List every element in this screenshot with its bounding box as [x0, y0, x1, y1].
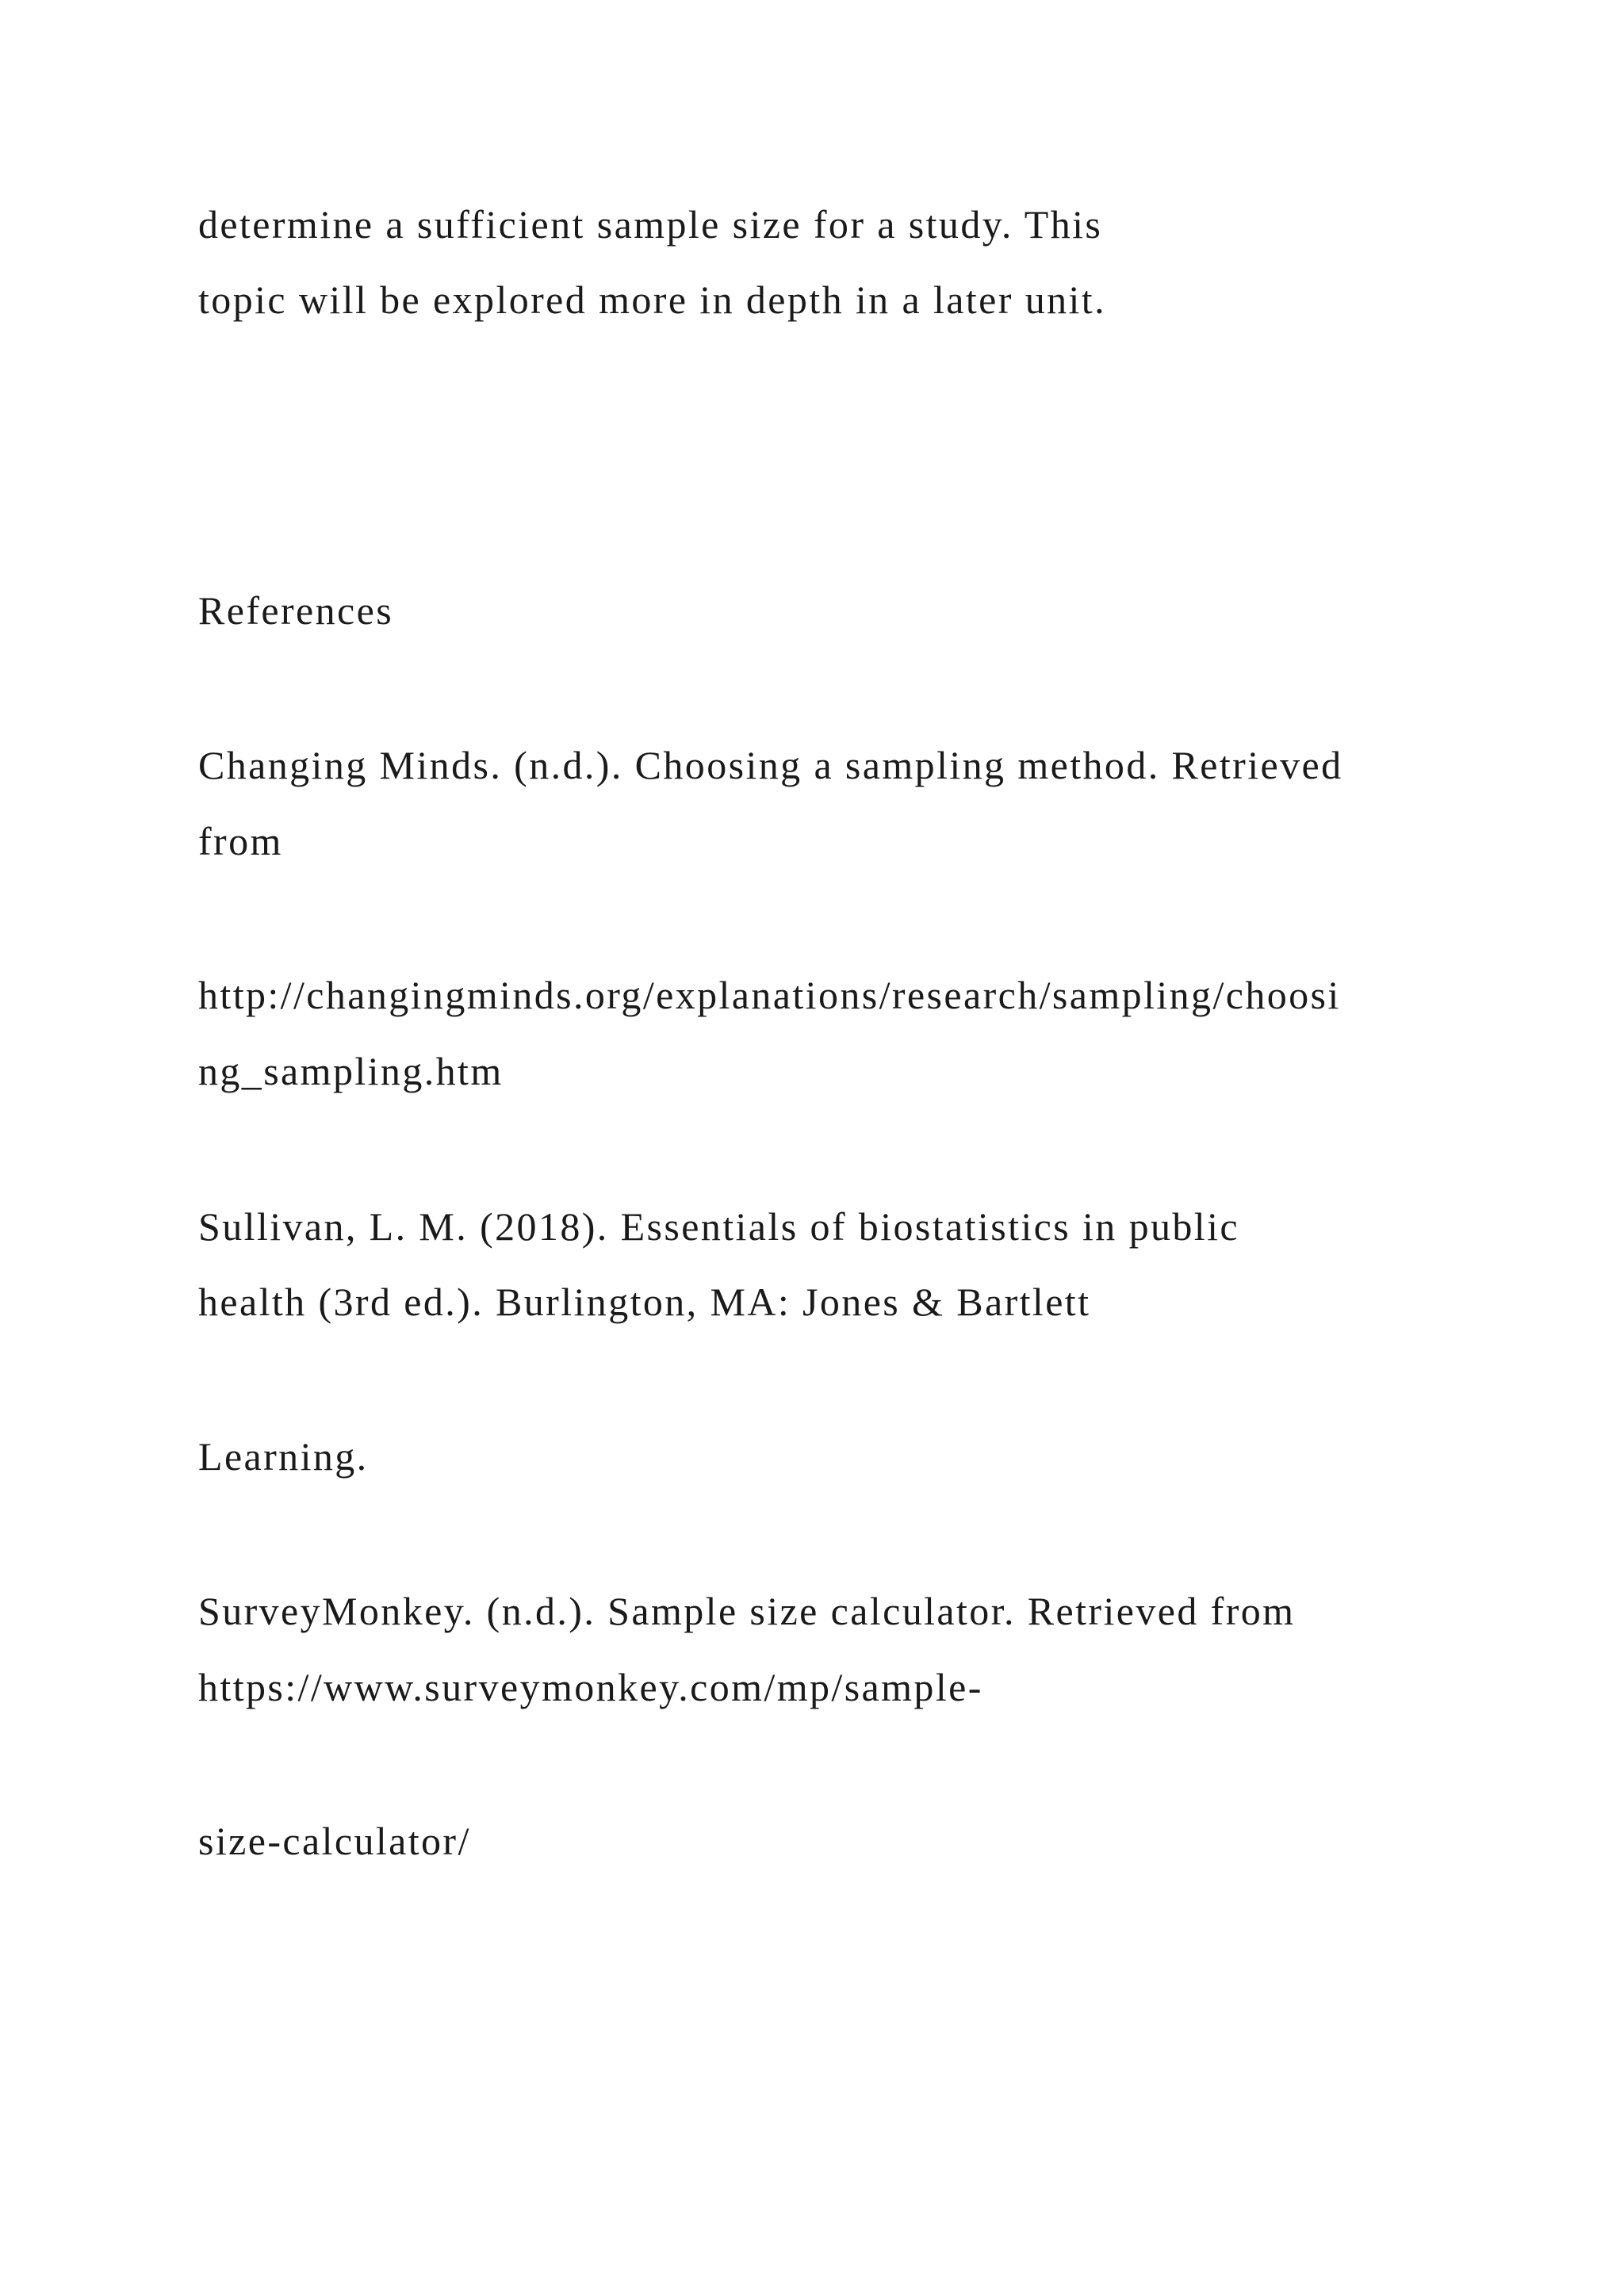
reference-2-line-2: health (3rd ed.). Burlington, MA: Jones & Bartlett	[198, 1280, 1091, 1324]
reference-3-url-line-1: https://www.surveymonkey.com/mp/sample-	[198, 1665, 983, 1709]
intro-line-2: topic will be explored more in depth in a later unit.	[198, 277, 1106, 322]
reference-2-line-1: Sullivan, L. M. (2018). Essentials of biostatistics in public	[198, 1204, 1239, 1249]
reference-1-line-2: from	[198, 819, 283, 863]
references-heading: References	[198, 588, 394, 633]
intro-line-1: determine a sufficient sample size for a study. This	[198, 202, 1103, 247]
reference-1-line-1: Changing Minds. (n.d.). Choosing a sampling method. Retrieved	[198, 743, 1343, 787]
reference-1-url-line-1: http://changingminds.org/explanations/research/sampling/choosi	[198, 973, 1341, 1017]
reference-3-url-line-2: size-calculator/	[198, 1819, 471, 1863]
reference-1-url-line-2: ng_sampling.htm	[198, 1049, 504, 1093]
reference-2-line-3: Learning.	[198, 1434, 369, 1479]
reference-3-line-1: SurveyMonkey. (n.d.). Sample size calculator. Retrieved from	[198, 1589, 1296, 1633]
